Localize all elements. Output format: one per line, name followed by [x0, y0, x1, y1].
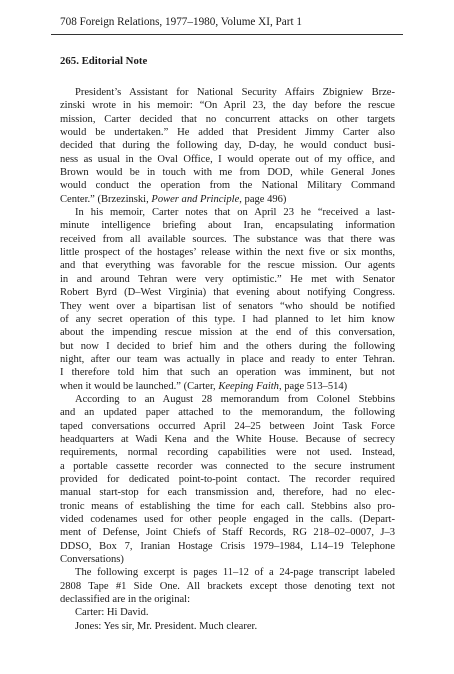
text-line: The following excerpt is pages 11–12 of a 24-page transcript labeled: [75, 567, 395, 579]
text-line: headquarters at Wadi Kena and the White House. Because of secrecy: [60, 433, 395, 445]
text-line: ness as usual in the Oval Office, I would operate out of my office, and: [60, 153, 395, 165]
text-line: vided codenames used for other people engaged in the calls. (Depart-: [60, 514, 395, 525]
header-rule: [51, 34, 403, 35]
text-line: According to an August 28 memorandum from Colonel Stebbins: [75, 393, 395, 405]
text-line: decided that during the following day, D-day, he would conduct busi-: [60, 140, 395, 152]
text-line: received from all available sources. The substance was that there was: [60, 233, 395, 245]
text-line: would be undertaken.” He added that President Jimmy Carter also: [60, 127, 395, 139]
text-line: Brown would be in touch with me from DOD, while General Jones: [60, 167, 395, 179]
text-line: provided for dedicated point-to-point contact. The recorder required: [60, 473, 395, 485]
text-line: In his memoir, Carter notes that on April 23 he “received a last-: [75, 207, 395, 219]
text-line: and that everything was favorable for the rescue mission. Our agents: [60, 260, 395, 272]
text-line: when it would be launched.” (Carter, Keeping Faith, page 513–514): [60, 380, 348, 392]
text-line: Conversations): [60, 554, 124, 566]
text-line: President’s Assistant for National Security Affairs Zbigniew Brze-: [75, 87, 395, 98]
text-line: Center.” (Brzezinski, Power and Principle, page 496): [60, 193, 287, 205]
text-line: zinski wrote in his memoir: “On April 23, the day before the rescue: [60, 100, 395, 112]
text-line: and an updated paper attached to the memorandum, the following: [60, 407, 395, 419]
text-line: minute intelligence briefing about Iran, encapsulating information: [60, 220, 395, 232]
text-line: but now I decided to brief him and the others during the following: [60, 340, 395, 352]
paragraph: [60, 206, 395, 393]
transcript-dialogue: [60, 606, 395, 633]
text-line: would conduct the operation from the National Military Command: [60, 180, 395, 192]
text-line: of any secret operation of this type. I had planned to let him know: [60, 313, 395, 325]
text-line: mission, Carter decided that no concurrent attacks on other targets: [60, 113, 395, 125]
dialogue-line: Carter: Hi David.: [75, 607, 149, 619]
text-line: They went over a bipartisan list of senators “who should be notified: [60, 300, 395, 312]
text-line: little prospect of the hostages’ release within the next five or six months,: [60, 247, 395, 259]
paragraph: [60, 86, 395, 206]
text-line: Robert Byrd (D–West Virginia) that evening about notifying Congress.: [60, 287, 395, 299]
body-text: [60, 86, 395, 633]
paragraph: [60, 393, 395, 566]
text-line: declassified are in the original:: [60, 594, 191, 606]
dialogue-line: Jones: Yes sir, Mr. President. Much clearer.: [75, 620, 258, 632]
document-heading: 265. Editorial Note: [60, 55, 148, 67]
text-line: about the impending rescue mission at the end of this conversation,: [60, 327, 395, 339]
text-line: taped conversations occurred April 24–25 between Joint Task Force: [60, 420, 395, 432]
text-line: 2808 Tape #1 Side One. All brackets except those denoting text not: [60, 580, 395, 592]
text-line: I therefore told him that such an operation was imminent, but not: [60, 367, 395, 379]
paragraph: [60, 566, 395, 606]
text-line: tronic means of establishing the time for each call. Stebbins also pro-: [60, 500, 395, 512]
text-line: in and around Tehran were very optimistic.” He met with Senator: [60, 273, 395, 285]
book-title: Power and Principle: [151, 193, 240, 205]
text-line: ment of Defense, Joint Chiefs of Staff Records, RG 218–02–0007, J–3: [60, 527, 395, 539]
text-line: manual start-stop for each transmission and, therefore, had no elec-: [60, 487, 395, 499]
text-line: requirements, normal recording capabilities were not used. Instead,: [60, 447, 395, 459]
book-title: Keeping Faith: [218, 380, 279, 392]
text-line: a portable cassette recorder was connected to the secure instrument: [60, 460, 395, 472]
text-line: night, after our team was actually in place and ready to enter Tehran.: [60, 353, 395, 365]
running-head: 708 Foreign Relations, 1977–1980, Volume XI, Part 1: [60, 16, 302, 28]
text-line: DDSO, Box 7, Iranian Hostage Crisis 1979–1984, L14–19 Telephone: [60, 540, 395, 552]
